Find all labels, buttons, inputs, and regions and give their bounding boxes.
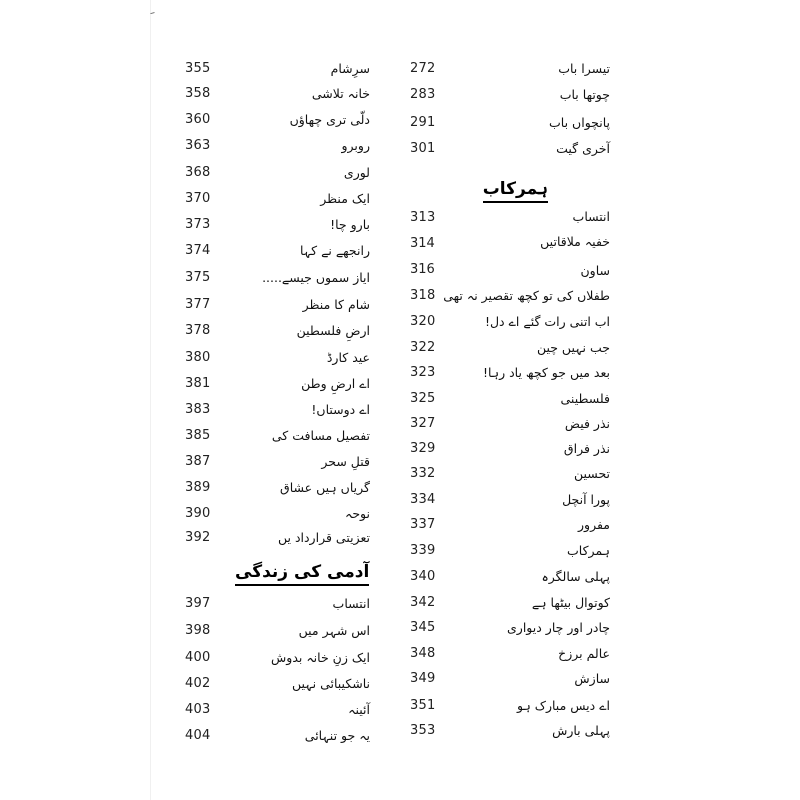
toc-title: ایاز سموں جیسے..... [262, 269, 370, 285]
toc-title: اے ارضِ وطن [301, 375, 370, 391]
toc-title: طفلاں کی تو کچھ تقصیر نہ تھی [443, 287, 610, 303]
toc-entry [410, 641, 610, 665]
toc-page-number: 398 [185, 622, 211, 638]
toc-entry [185, 475, 370, 499]
section-heading: آدمی کی زندگی [235, 562, 369, 586]
toc-entry [410, 205, 610, 229]
toc-entry [410, 360, 610, 384]
toc-title: سازش [574, 670, 610, 686]
toc-title: یہ جو تنہائی [304, 727, 370, 743]
toc-title: رانجھے نے کہا [300, 242, 370, 258]
toc-entry [185, 56, 370, 80]
toc-entry [185, 212, 370, 236]
toc-title: پہلی سالگرہ [541, 568, 610, 584]
toc-page-number: 283 [410, 86, 436, 102]
toc-page-number: 342 [410, 594, 436, 610]
toc-page-number: 397 [185, 595, 211, 611]
toc-title: ہمرکاب [567, 542, 610, 558]
toc-page-number: 332 [410, 465, 436, 481]
toc-page-number: 404 [185, 727, 211, 743]
toc-page-number: 337 [410, 516, 436, 532]
toc-entry [410, 335, 610, 359]
toc-page-number: 378 [185, 322, 211, 338]
toc-page-number: 381 [185, 375, 211, 391]
toc-page-number: 389 [185, 479, 211, 495]
toc-entry [185, 238, 370, 262]
toc-entry [410, 718, 610, 742]
toc-page-number: 377 [185, 296, 211, 312]
toc-entry [185, 265, 370, 289]
toc-page-number: 291 [410, 114, 436, 130]
toc-title: اے دوستاں! [311, 401, 370, 417]
toc-title: تحسین [574, 465, 610, 481]
toc-entry [410, 461, 610, 485]
toc-entry [410, 590, 610, 614]
toc-entry [410, 82, 610, 106]
toc-entry [410, 666, 610, 690]
toc-title: اس شہر میں [298, 622, 370, 638]
toc-page-number: 349 [410, 670, 436, 686]
toc-page-number: 368 [185, 164, 211, 180]
toc-page-number: 301 [410, 140, 436, 156]
toc-page-number: 358 [185, 85, 211, 101]
toc-title: خانہ تلاشی [311, 85, 370, 101]
toc-page-number: 327 [410, 415, 436, 431]
toc-page-number: 380 [185, 349, 211, 365]
toc-page-number: 345 [410, 619, 436, 635]
toc-page-number: 360 [185, 111, 211, 127]
toc-page-number: 325 [410, 390, 436, 406]
toc-entry [410, 283, 610, 307]
toc-entry [185, 525, 370, 549]
toc-title: آئینہ [348, 701, 370, 717]
toc-entry [410, 436, 610, 460]
toc-page-number: 272 [410, 60, 436, 76]
toc-title: انتساب [572, 208, 610, 224]
toc-entry [410, 309, 610, 333]
toc-title: قتلِ سحر [321, 453, 370, 469]
toc-column-right [410, 0, 610, 800]
toc-page-number: 373 [185, 216, 211, 232]
toc-title: مفرور [578, 516, 610, 532]
toc-title: پورا آنچل [562, 491, 610, 507]
toc-page-number: 392 [185, 529, 211, 545]
toc-entry [185, 186, 370, 210]
toc-title: ایک منظر [320, 190, 370, 206]
toc-page-number: 403 [185, 701, 211, 717]
toc-title: گریاں ہیں عشاق [280, 479, 370, 495]
section-heading: ہمرکاب [483, 178, 548, 203]
toc-entry [185, 371, 370, 395]
toc-title: ایک زنِ خانہ بدوش [271, 649, 370, 665]
toc-page-number: 374 [185, 242, 211, 258]
toc-entry [410, 487, 610, 511]
toc-entry [410, 136, 610, 160]
toc-title: خفیہ ملاقاتیں [540, 233, 610, 249]
toc-page-number: 323 [410, 364, 436, 380]
toc-entry [410, 386, 610, 410]
toc-entry [410, 411, 610, 435]
toc-entry [185, 501, 370, 525]
toc-title: شام کا منظر [302, 296, 370, 312]
toc-entry [185, 81, 370, 105]
toc-title: لوری [343, 164, 370, 180]
toc-entry [185, 697, 370, 721]
toc-entry [410, 615, 610, 639]
toc-title: نذر فراق [563, 440, 610, 456]
toc-page-number: 348 [410, 645, 436, 661]
toc-entry [185, 397, 370, 421]
toc-entry [185, 345, 370, 369]
toc-column-left [185, 0, 370, 800]
toc-title: فلسطینی [560, 390, 610, 406]
toc-entry [185, 671, 370, 695]
toc-entry [185, 591, 370, 615]
toc-entry [185, 645, 370, 669]
toc-entry [410, 693, 610, 717]
toc-title: تیسرا باب [558, 60, 610, 76]
toc-title: پہلی بارش [552, 722, 610, 738]
toc-entry [185, 160, 370, 184]
toc-page-number: 385 [185, 427, 211, 443]
toc-title: ساون [580, 262, 610, 278]
toc-title: اب اتنی رات گئے اے دل! [484, 313, 610, 329]
toc-entry [410, 538, 610, 562]
toc-title: پانچواں باب [549, 114, 610, 130]
toc-title: ارضِ فلسطین [296, 322, 370, 338]
toc-title: تفصیل مسافت کی [271, 427, 370, 443]
toc-page-number: 313 [410, 209, 436, 225]
toc-title: نوحہ [345, 505, 370, 521]
toc-entry [185, 292, 370, 316]
toc-entry [185, 723, 370, 747]
toc-page-number: 355 [185, 60, 211, 76]
toc-page-number: 339 [410, 542, 436, 558]
toc-title: کوتوال بیٹھا ہے [531, 594, 610, 610]
toc-entry [410, 512, 610, 536]
toc-title: روبرو [341, 137, 370, 153]
toc-page-number: 316 [410, 261, 435, 277]
toc-title: بعد میں جو کچھ یاد رہا! [482, 364, 610, 380]
toc-title: آخری گیت [556, 140, 610, 156]
toc-entry [185, 618, 370, 642]
toc-entry [410, 110, 610, 134]
toc-title: عالم برزخ [558, 645, 610, 661]
toc-page-number: 329 [410, 440, 436, 456]
toc-page-number: 314 [410, 235, 435, 251]
toc-title: جب نہیں چین [536, 339, 610, 355]
toc-title: بارو چا! [330, 216, 370, 232]
toc-page-number: 400 [185, 649, 211, 665]
toc-page-number: 363 [185, 137, 211, 153]
toc-entry [185, 423, 370, 447]
toc-page-number: 383 [185, 401, 211, 417]
toc-page-number: 390 [185, 505, 211, 521]
toc-title: عید کارڈ [326, 349, 370, 365]
toc-page-number: 340 [410, 568, 436, 584]
toc-title: چادر اور چار دیواری [507, 619, 610, 635]
toc-entry [185, 449, 370, 473]
toc-page-number: 351 [410, 697, 436, 713]
toc-entry [185, 318, 370, 342]
toc-page-number: 322 [410, 339, 436, 355]
toc-page-number: 353 [410, 722, 436, 738]
toc-page-number: 318 [410, 287, 436, 303]
toc-entry [185, 133, 370, 157]
toc-title: سرِشام [330, 60, 370, 76]
toc-page-number: 402 [185, 675, 211, 691]
toc-page-number: 320 [410, 313, 436, 329]
toc-title: چوتھا باب [559, 86, 610, 102]
toc-title: انتساب [332, 595, 370, 611]
toc-title: نذر فیض [564, 415, 610, 431]
toc-page-number: 387 [185, 453, 211, 469]
toc-title: دلّی تری چھاؤں [289, 111, 370, 127]
toc-title: تعزیتی قرارداد یں [277, 529, 370, 545]
toc-entry [185, 107, 370, 131]
toc-title: اے دیس مبارک ہو [517, 697, 610, 713]
page-gutter [150, 0, 151, 800]
toc-page-number: 370 [185, 190, 211, 206]
toc-title: ناشکیبائی نہیں [292, 675, 370, 691]
toc-entry [410, 56, 610, 80]
toc-page-number: 375 [185, 269, 211, 285]
toc-entry [410, 564, 610, 588]
toc-page-number: 334 [410, 491, 436, 507]
